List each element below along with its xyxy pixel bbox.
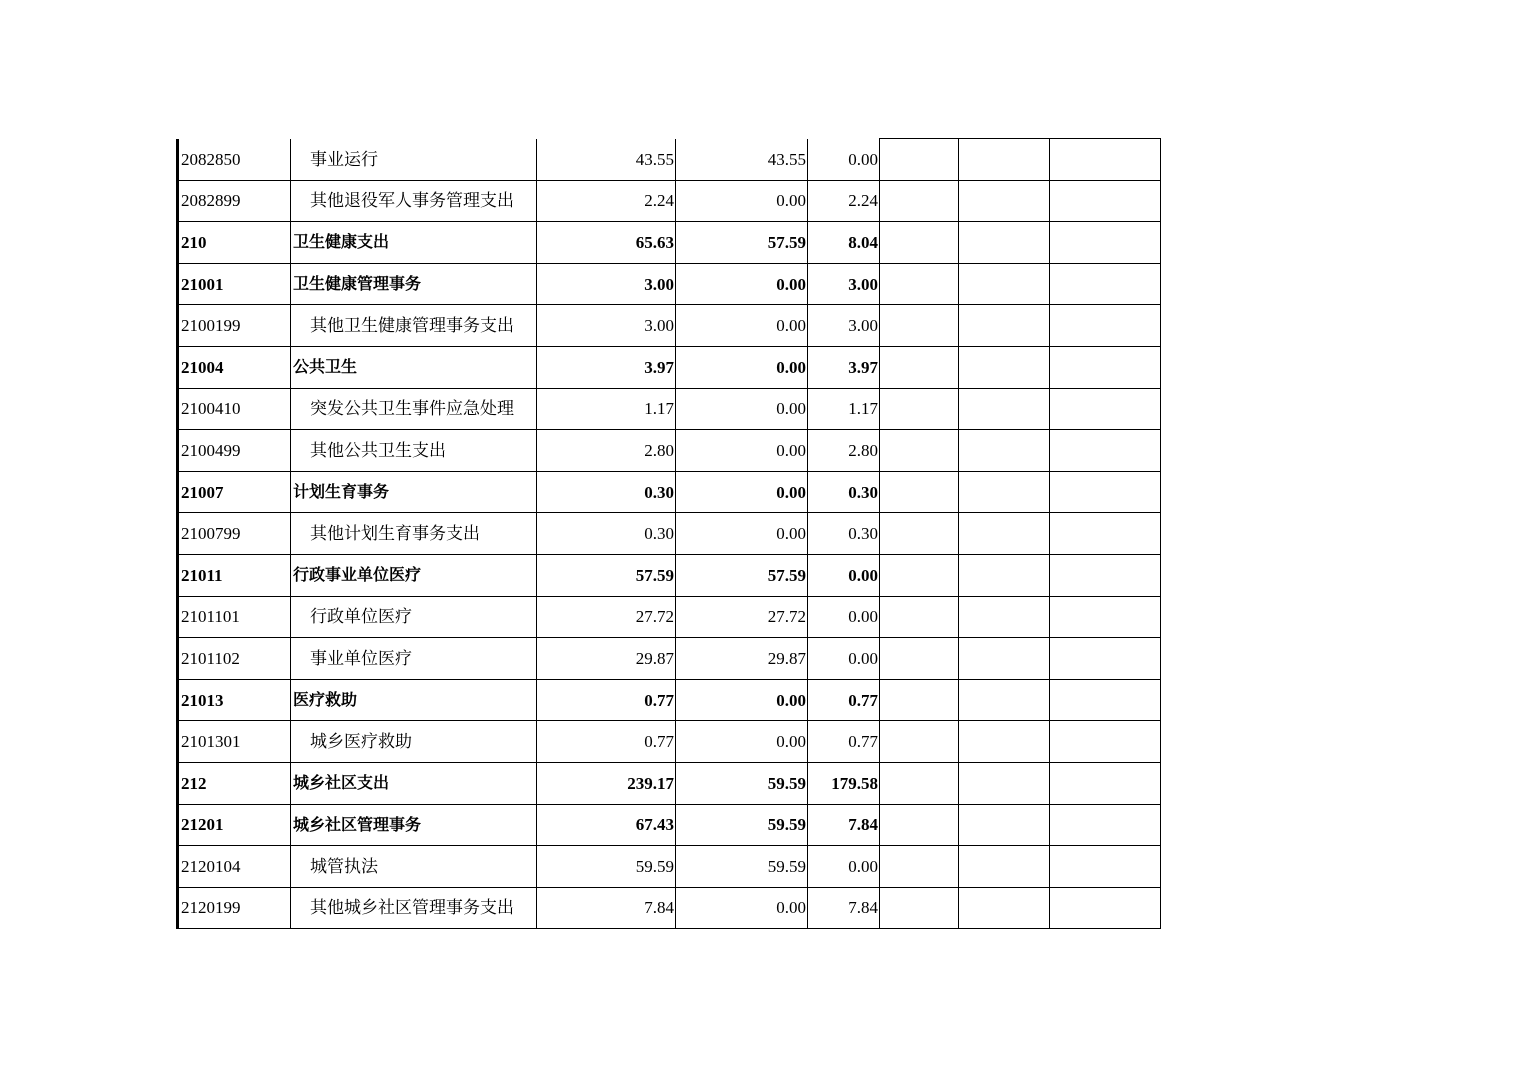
item-code-cell: 210 [178, 222, 291, 264]
empty-cell [1050, 679, 1161, 721]
table-body [178, 139, 1161, 929]
basic-expenditure-cell: 57.59 [676, 222, 808, 264]
item-code-cell: 2082899 [178, 180, 291, 222]
table-row [178, 139, 1161, 181]
project-expenditure-cell: 2.80 [808, 430, 880, 472]
empty-cell [1050, 596, 1161, 638]
basic-expenditure-cell: 0.00 [676, 263, 808, 305]
item-name-cell [291, 804, 537, 846]
empty-cell [880, 180, 959, 222]
project-expenditure-cell: 0.77 [808, 721, 880, 763]
table-row [178, 222, 1161, 264]
item-code-cell: 2082850 [178, 139, 291, 181]
empty-cell [959, 430, 1050, 472]
basic-expenditure-cell: 0.00 [676, 388, 808, 430]
empty-cell [1050, 554, 1161, 596]
empty-cell [880, 721, 959, 763]
total-amount-cell: 27.72 [537, 596, 676, 638]
total-amount-cell: 0.77 [537, 679, 676, 721]
empty-cell [1050, 513, 1161, 555]
basic-expenditure-cell: 59.59 [676, 846, 808, 888]
table-row [178, 846, 1161, 888]
total-amount-cell: 65.63 [537, 222, 676, 264]
empty-cell [1050, 804, 1161, 846]
project-expenditure-cell: 3.00 [808, 305, 880, 347]
total-amount-cell: 3.00 [537, 305, 676, 347]
table-row [178, 180, 1161, 222]
project-expenditure-cell: 0.30 [808, 471, 880, 513]
project-expenditure-cell: 3.00 [808, 263, 880, 305]
empty-cell [1050, 471, 1161, 513]
total-amount-cell: 0.30 [537, 513, 676, 555]
empty-cell [880, 887, 959, 929]
total-amount-cell: 3.97 [537, 346, 676, 388]
empty-cell [1050, 846, 1161, 888]
item-name-text: 事业单位医疗 [310, 648, 412, 668]
item-name-cell [291, 346, 537, 388]
table-row [178, 305, 1161, 347]
item-code-cell: 21011 [178, 554, 291, 596]
table-row [178, 596, 1161, 638]
total-amount-cell: 1.17 [537, 388, 676, 430]
project-expenditure-cell: 0.00 [808, 638, 880, 680]
empty-cell [1050, 388, 1161, 430]
item-name-text: 城管执法 [310, 856, 378, 876]
item-name-cell [291, 430, 537, 472]
empty-cell [959, 388, 1050, 430]
empty-cell [880, 430, 959, 472]
basic-expenditure-cell: 57.59 [676, 554, 808, 596]
empty-cell [880, 513, 959, 555]
item-code-cell: 2120199 [178, 887, 291, 929]
project-expenditure-cell: 0.77 [808, 679, 880, 721]
project-expenditure-cell: 2.24 [808, 180, 880, 222]
table-row [178, 430, 1161, 472]
item-code-cell: 21004 [178, 346, 291, 388]
empty-cell [959, 679, 1050, 721]
empty-cell [959, 222, 1050, 264]
table-row [178, 388, 1161, 430]
item-name-cell [291, 388, 537, 430]
empty-cell [1050, 263, 1161, 305]
empty-cell [959, 180, 1050, 222]
project-expenditure-cell: 0.00 [808, 846, 880, 888]
empty-cell [1050, 305, 1161, 347]
item-name-cell [291, 222, 537, 264]
item-name-text: 其他公共卫生支出 [310, 440, 446, 460]
empty-cell [880, 471, 959, 513]
basic-expenditure-cell: 27.72 [676, 596, 808, 638]
total-amount-cell: 59.59 [537, 846, 676, 888]
item-name-cell [291, 180, 537, 222]
empty-cell [880, 554, 959, 596]
item-name-cell [291, 471, 537, 513]
item-name-text: 公共卫生 [293, 357, 358, 377]
empty-cell [959, 721, 1050, 763]
item-code-cell: 21201 [178, 804, 291, 846]
table-row [178, 554, 1161, 596]
project-expenditure-cell: 0.00 [808, 554, 880, 596]
item-name-text: 计划生育事务 [293, 482, 390, 502]
empty-cell [959, 139, 1050, 181]
empty-cell [959, 638, 1050, 680]
item-name-cell [291, 513, 537, 555]
total-amount-cell: 43.55 [537, 139, 676, 181]
empty-cell [959, 471, 1050, 513]
basic-expenditure-cell: 29.87 [676, 638, 808, 680]
basic-expenditure-cell: 0.00 [676, 430, 808, 472]
item-name-text: 城乡社区管理事务 [293, 814, 422, 834]
item-name-text: 城乡医疗救助 [310, 732, 412, 752]
item-name-text: 医疗救助 [293, 690, 358, 710]
empty-cell [959, 887, 1050, 929]
empty-cell [959, 804, 1050, 846]
empty-cell [959, 762, 1050, 804]
empty-cell [880, 222, 959, 264]
table-row [178, 638, 1161, 680]
table-row [178, 887, 1161, 929]
budget-expenditure-table [176, 138, 1161, 929]
empty-cell [880, 263, 959, 305]
item-name-text: 行政单位医疗 [310, 607, 412, 627]
total-amount-cell: 7.84 [537, 887, 676, 929]
empty-cell [880, 762, 959, 804]
project-expenditure-cell: 7.84 [808, 887, 880, 929]
empty-cell [880, 846, 959, 888]
item-name-cell [291, 887, 537, 929]
total-amount-cell: 239.17 [537, 762, 676, 804]
item-code-cell: 21013 [178, 679, 291, 721]
empty-cell [959, 263, 1050, 305]
total-amount-cell: 0.77 [537, 721, 676, 763]
item-code-cell: 2100799 [178, 513, 291, 555]
table-row [178, 513, 1161, 555]
empty-cell [959, 554, 1050, 596]
table-row [178, 346, 1161, 388]
total-amount-cell: 2.80 [537, 430, 676, 472]
item-name-cell [291, 679, 537, 721]
total-amount-cell: 67.43 [537, 804, 676, 846]
item-code-cell: 2100199 [178, 305, 291, 347]
item-name-cell [291, 263, 537, 305]
empty-cell [1050, 430, 1161, 472]
item-name-cell [291, 554, 537, 596]
item-name-text: 其他城乡社区管理事务支出 [310, 898, 514, 918]
project-expenditure-cell: 8.04 [808, 222, 880, 264]
table-row [178, 263, 1161, 305]
basic-expenditure-cell: 0.00 [676, 679, 808, 721]
item-name-cell [291, 305, 537, 347]
empty-cell [1050, 180, 1161, 222]
table-row [178, 804, 1161, 846]
total-amount-cell: 2.24 [537, 180, 676, 222]
item-code-cell: 2101301 [178, 721, 291, 763]
total-amount-cell: 3.00 [537, 263, 676, 305]
empty-cell [880, 305, 959, 347]
item-code-cell: 2120104 [178, 846, 291, 888]
item-name-text: 卫生健康管理事务 [293, 274, 422, 294]
table-row [178, 679, 1161, 721]
item-code-cell: 2100499 [178, 430, 291, 472]
item-name-cell [291, 721, 537, 763]
basic-expenditure-cell: 0.00 [676, 513, 808, 555]
basic-expenditure-cell: 59.59 [676, 804, 808, 846]
item-name-text: 突发公共卫生事件应急处理 [310, 399, 514, 419]
item-name-text: 卫生健康支出 [293, 232, 390, 252]
item-code-cell: 21007 [178, 471, 291, 513]
item-name-text: 其他退役军人事务管理支出 [310, 191, 514, 211]
item-name-cell [291, 762, 537, 804]
project-expenditure-cell: 3.97 [808, 346, 880, 388]
empty-cell [1050, 346, 1161, 388]
table-row [178, 762, 1161, 804]
project-expenditure-cell: 7.84 [808, 804, 880, 846]
empty-cell [959, 346, 1050, 388]
item-name-cell [291, 139, 537, 181]
empty-cell [1050, 638, 1161, 680]
project-expenditure-cell: 179.58 [808, 762, 880, 804]
empty-cell [1050, 887, 1161, 929]
item-name-cell [291, 596, 537, 638]
total-amount-cell: 57.59 [537, 554, 676, 596]
item-name-cell [291, 846, 537, 888]
item-code-cell: 21001 [178, 263, 291, 305]
item-code-cell: 2101101 [178, 596, 291, 638]
empty-cell [959, 596, 1050, 638]
item-name-text: 事业运行 [310, 149, 378, 169]
empty-cell [959, 513, 1050, 555]
basic-expenditure-cell: 0.00 [676, 180, 808, 222]
basic-expenditure-cell: 0.00 [676, 721, 808, 763]
item-name-text: 其他卫生健康管理事务支出 [310, 316, 514, 336]
empty-cell [1050, 762, 1161, 804]
basic-expenditure-cell: 0.00 [676, 471, 808, 513]
empty-cell [880, 679, 959, 721]
empty-cell [880, 388, 959, 430]
empty-cell [1050, 222, 1161, 264]
table-row [178, 721, 1161, 763]
project-expenditure-cell: 0.00 [808, 596, 880, 638]
total-amount-cell: 29.87 [537, 638, 676, 680]
basic-expenditure-cell: 0.00 [676, 887, 808, 929]
basic-expenditure-cell: 59.59 [676, 762, 808, 804]
empty-cell [959, 305, 1050, 347]
item-name-text: 其他计划生育事务支出 [310, 524, 480, 544]
empty-cell [880, 596, 959, 638]
project-expenditure-cell: 1.17 [808, 388, 880, 430]
item-code-cell: 212 [178, 762, 291, 804]
empty-cell [1050, 721, 1161, 763]
empty-cell [880, 638, 959, 680]
project-expenditure-cell: 0.00 [808, 139, 880, 181]
basic-expenditure-cell: 0.00 [676, 305, 808, 347]
project-expenditure-cell: 0.30 [808, 513, 880, 555]
item-name-cell [291, 638, 537, 680]
basic-expenditure-cell: 43.55 [676, 139, 808, 181]
empty-cell [880, 804, 959, 846]
item-name-text: 行政事业单位医疗 [293, 565, 422, 585]
empty-cell [880, 139, 959, 181]
empty-cell [880, 346, 959, 388]
empty-cell [1050, 139, 1161, 181]
basic-expenditure-cell: 0.00 [676, 346, 808, 388]
table-row [178, 471, 1161, 513]
item-code-cell: 2100410 [178, 388, 291, 430]
item-name-text: 城乡社区支出 [293, 773, 390, 793]
empty-cell [959, 846, 1050, 888]
item-code-cell: 2101102 [178, 638, 291, 680]
total-amount-cell: 0.30 [537, 471, 676, 513]
